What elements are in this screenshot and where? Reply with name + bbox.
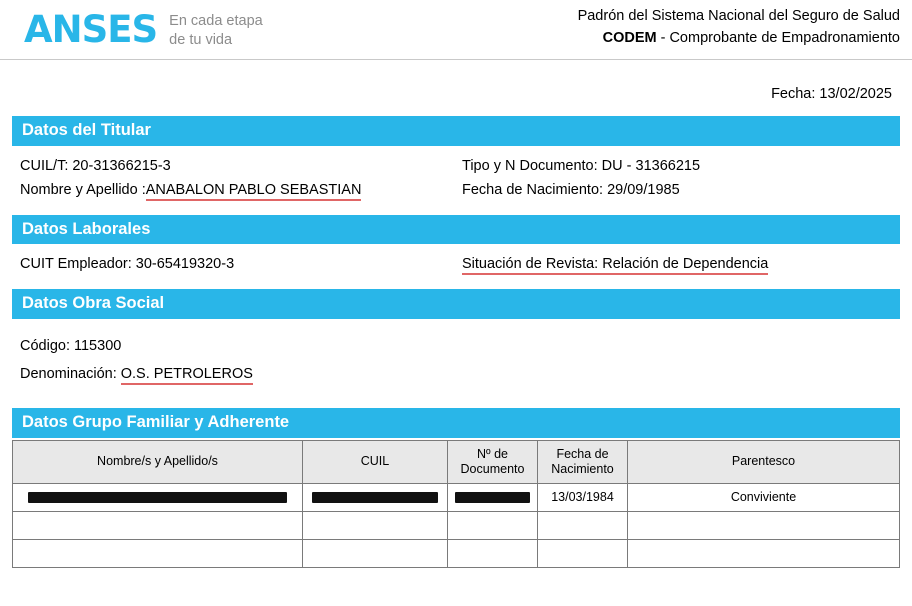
obra-social-denominacion xyxy=(12,357,900,388)
document-title-block xyxy=(578,6,900,50)
laborales-situacion-revista-wrap xyxy=(462,256,900,275)
redacted-nombre xyxy=(28,492,287,503)
titular-nombre-label: Nombre y Apellido : xyxy=(20,181,146,198)
col-header-cuil-line1: CUIL xyxy=(360,454,390,468)
cell-parentesco: Conviviente xyxy=(628,483,900,511)
cell-documento xyxy=(448,511,538,539)
col-header-fecha-nacimiento xyxy=(538,440,628,483)
cell-nombre xyxy=(13,539,303,567)
col-header-cuil xyxy=(303,440,448,483)
obra-social-fields xyxy=(12,319,900,396)
col-header-documento xyxy=(448,440,538,483)
anses-tagline xyxy=(169,10,263,48)
cell-cuil xyxy=(303,483,448,511)
redacted-documento xyxy=(455,492,530,503)
titular-nombre-apellido xyxy=(12,182,462,201)
laborales-situacion-revista: Situación de Revista: Relación de Dependencia xyxy=(462,256,768,275)
titular-fields xyxy=(12,146,900,215)
cell-documento xyxy=(448,483,538,511)
cell-nombre xyxy=(13,511,303,539)
anses-logo xyxy=(0,8,263,51)
laborales-cuit-empleador: CUIT Empleador: 30-65419320-3 xyxy=(20,256,235,273)
anses-tagline-line2: de tu vida xyxy=(169,31,233,48)
titular-fecha-nacimiento: Fecha de Nacimiento: 29/09/1985 xyxy=(462,181,680,198)
col-header-nombre-line1: Nombre/s y Apellido/s xyxy=(97,454,218,468)
cell-documento xyxy=(448,539,538,567)
document-header xyxy=(0,0,912,60)
grupo-familiar-table-body xyxy=(13,483,900,567)
cell-nombre xyxy=(13,483,303,511)
cell-fecha-nacimiento xyxy=(538,511,628,539)
grupo-familiar-table xyxy=(12,440,900,568)
col-header-documento-line1: Nº de xyxy=(477,446,508,461)
table-row xyxy=(13,511,900,539)
obra-social-denominacion-label: Denominación: xyxy=(20,365,121,382)
col-header-nombre xyxy=(13,440,303,483)
section-heading-obra-social: Datos Obra Social xyxy=(12,289,900,319)
document-title-line1: Padrón del Sistema Nacional del Seguro de Salud xyxy=(577,8,900,24)
cell-fecha-nacimiento xyxy=(538,539,628,567)
cell-cuil xyxy=(303,539,448,567)
titular-row-2 xyxy=(12,180,900,207)
col-header-fecha-line2: Nacimiento xyxy=(551,461,614,476)
col-header-parentesco xyxy=(628,440,900,483)
col-header-documento-line2: Documento xyxy=(460,461,525,476)
titular-tipo-documento: Tipo y N Documento: DU - 31366215 xyxy=(462,157,701,174)
obra-social-codigo: Código: 115300 xyxy=(20,337,122,354)
anses-logo-text: ANSES xyxy=(24,8,158,51)
document-title-line2 xyxy=(578,28,900,50)
table-header-row xyxy=(13,440,900,483)
obra-social-denominacion-value: O.S. PETROLEROS xyxy=(121,366,253,385)
section-heading-titular: Datos del Titular xyxy=(12,116,900,146)
redacted-cuil xyxy=(312,492,437,503)
document-title-subtitle: - Comprobante de Empadronamiento xyxy=(656,29,900,46)
laborales-row-1 xyxy=(12,254,900,281)
col-header-parentesco-line1: Parentesco xyxy=(731,454,796,468)
fecha-emision: Fecha: 13/02/2025 xyxy=(771,86,892,102)
grupo-familiar-table-head xyxy=(13,440,900,483)
table-row xyxy=(13,483,900,511)
titular-nombre-value: ANABALON PABLO SEBASTIAN xyxy=(146,182,362,201)
cell-parentesco xyxy=(628,539,900,567)
cell-cuil xyxy=(303,511,448,539)
anses-tagline-line1: En cada etapa xyxy=(169,13,263,30)
titular-cuil: CUIL/T: 20-31366215-3 xyxy=(20,157,171,174)
section-heading-grupo-familiar: Datos Grupo Familiar y Adherente xyxy=(12,408,900,438)
section-heading-laborales: Datos Laborales xyxy=(12,215,900,245)
laborales-fields xyxy=(12,244,900,289)
cell-parentesco xyxy=(628,511,900,539)
document-title-codem: CODEM xyxy=(602,29,657,46)
col-header-fecha-line1: Fecha de xyxy=(556,446,609,461)
cell-fecha-nacimiento: 13/03/1984 xyxy=(538,483,628,511)
document-body xyxy=(0,60,912,568)
table-row xyxy=(13,539,900,567)
titular-row-1 xyxy=(12,156,900,180)
